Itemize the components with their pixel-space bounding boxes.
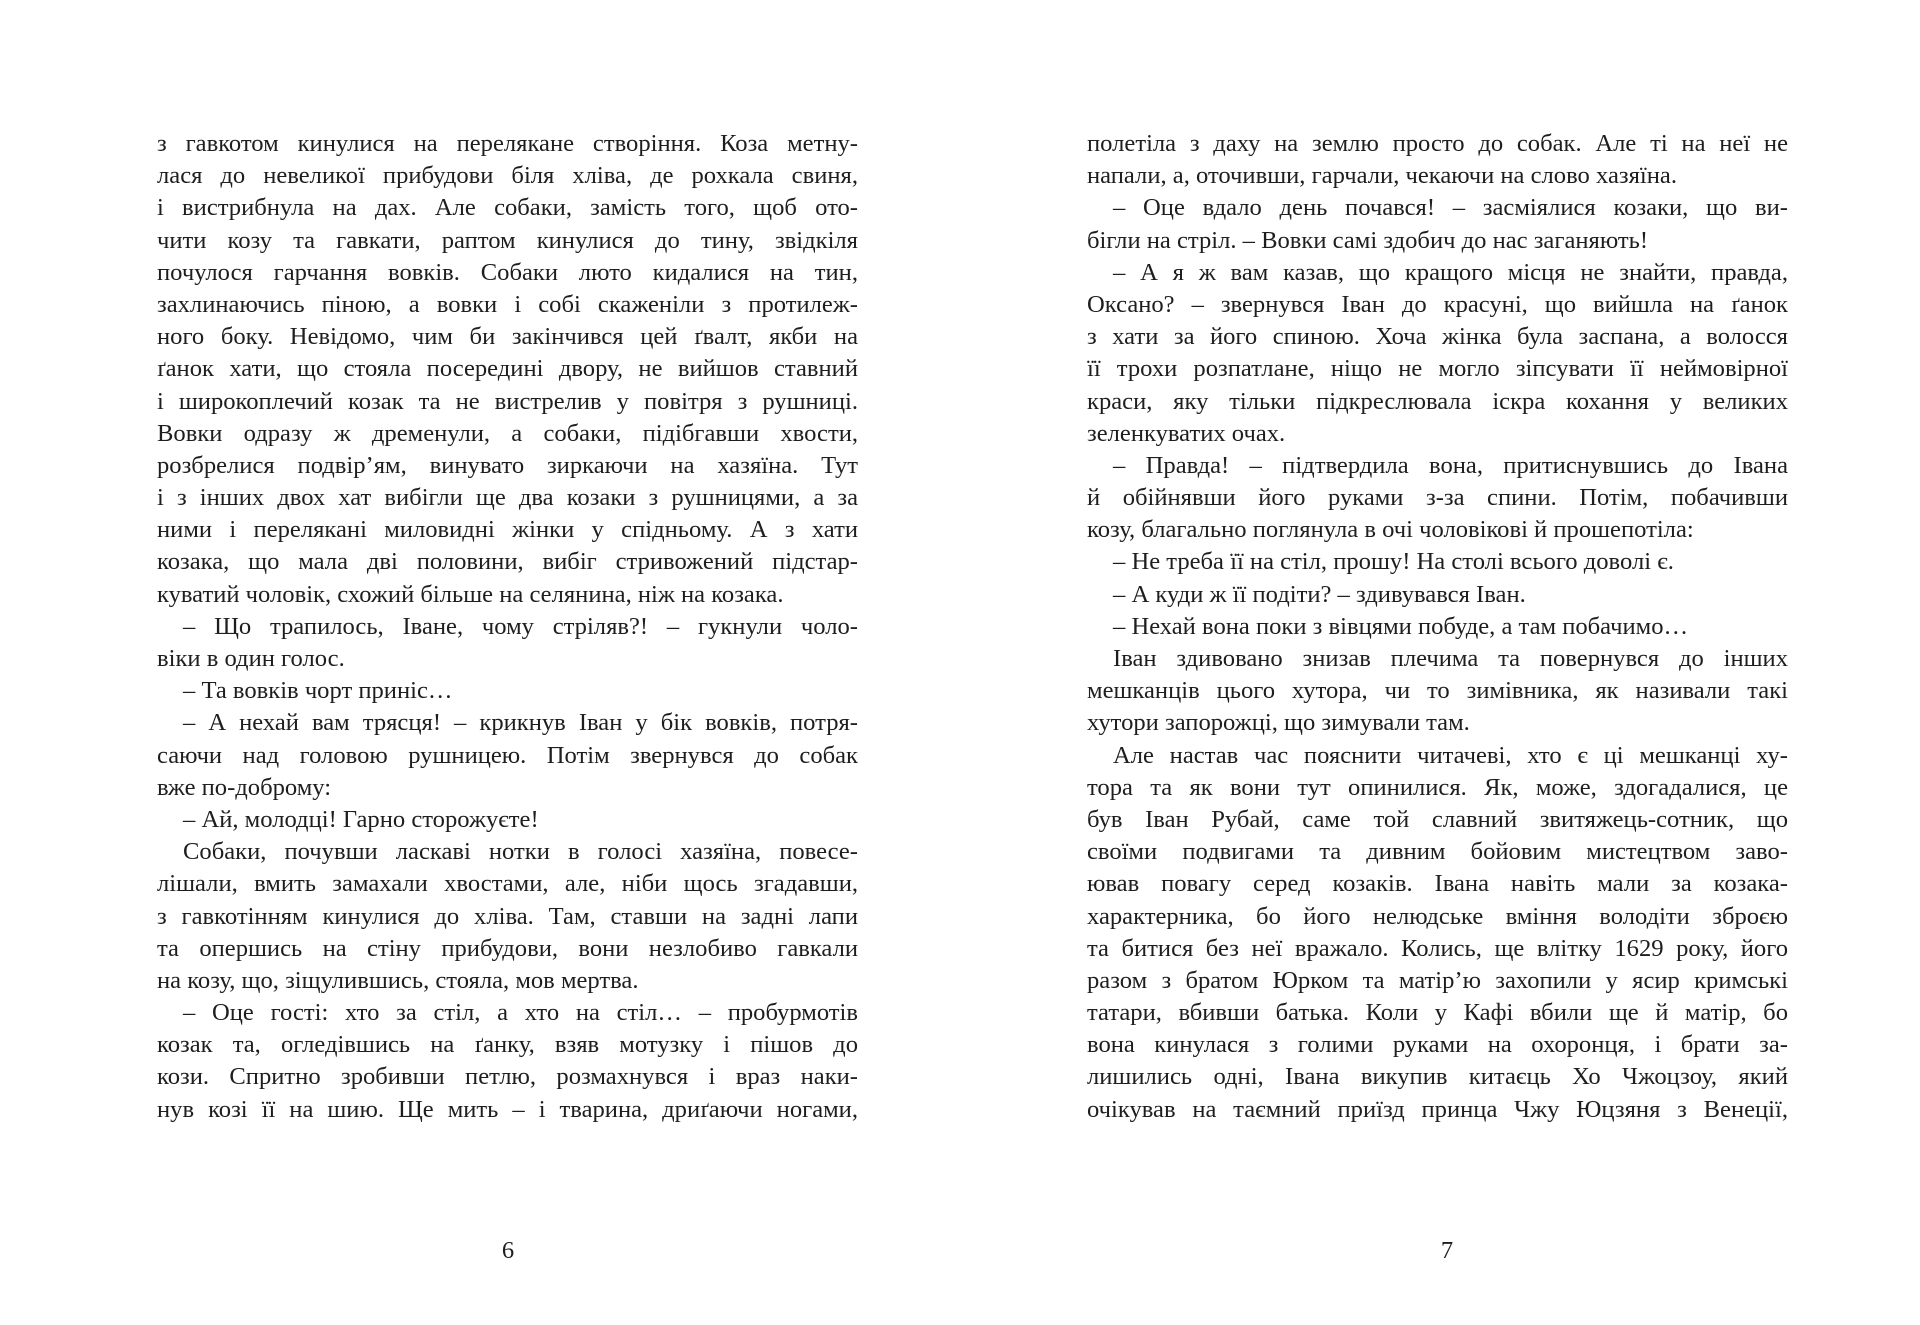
text-line: напали, а, оточивши, гарчали, чекаючи на слово хазяїна. [1087, 162, 1677, 190]
text-line: – Що трапилось, Іване, чому стріляв?! – гукнули чоло- [183, 612, 858, 640]
text-line: на козу, що, зіщулившись, стояла, мов мертва. [157, 966, 639, 994]
text-line: вона кинулася з голими руками на охоронця, і брати за- [1087, 1031, 1788, 1059]
text-line: – А я ж вам казав, що кращого місця не знайти, правда, [1113, 258, 1788, 286]
text-line: очікував на таємний приїзд принца Чжу Юцзяня з Венеції, [1087, 1095, 1788, 1123]
text-line: Оксано? – звернувся Іван до красуні, що вийшла на ґанок [1087, 290, 1788, 318]
text-line: і вистрибнула на дах. Але собаки, замість того, щоб ото- [157, 194, 858, 222]
text-line: – А куди ж її подіти? – здивувався Іван. [1113, 580, 1526, 608]
text-line: лішали, вмить замахали хвостами, але, ніби щось згадавши, [157, 870, 858, 898]
text-line: захлинаючись піною, а вовки і собі скаженіли з протилеж- [157, 290, 858, 318]
left-page-number: 6 [501, 1237, 515, 1264]
text-line: саючи над головою рушницею. Потім звернувся до собак [157, 741, 858, 769]
text-line: – Та вовків чорт приніс… [183, 677, 453, 705]
text-line: Вовки одразу ж дременули, а собаки, підібгавши хвости, [157, 419, 858, 447]
text-line: козу, благально поглянула в очі чоловікові й прошепотіла: [1087, 516, 1694, 544]
text-line: куватий чоловік, схожий більше на селянина, ніж на козака. [157, 580, 784, 608]
text-line: козак та, огледівшись на ґанку, взяв мотузку і пішов до [157, 1031, 858, 1059]
text-line: – А нехай вам трясця! – крикнув Іван у бік вовків, потря- [183, 709, 858, 737]
text-line: віки в один голос. [157, 645, 345, 672]
text-line: – Не треба її на стіл, прошу! На столі всього доволі є. [1113, 548, 1674, 576]
right-page-number: 7 [1440, 1237, 1454, 1264]
text-line: ював повагу серед козаків. Івана навіть мали за козака- [1087, 870, 1788, 898]
text-line: розбрелися подвір’ям, винувато зиркаючи на хазяїна. Тут [157, 451, 858, 479]
text-line: лишились одні, Івана викупив китаєць Хо Чжоцзоу, який [1087, 1063, 1788, 1091]
text-line: лася до невеликої прибудови біля хліва, де рохкала свиня, [157, 162, 858, 190]
text-line: й обійнявши його руками з-за спини. Потім, побачивши [1087, 484, 1788, 512]
text-line: нув козі її на шию. Ще мить – і тварина, дриґаючи ногами, [157, 1095, 858, 1123]
text-line: полетіла з даху на землю просто до собак. Але ті на неї не [1087, 130, 1788, 157]
text-line: почулося гарчання вовків. Собаки люто кидалися на тин, [157, 258, 858, 286]
text-line: – Правда! – підтвердила вона, притиснувшись до Івана [1113, 451, 1788, 479]
text-line: чити козу та гавкати, раптом кинулися до тину, звідкіля [157, 226, 858, 254]
left-page-text [157, 128, 858, 1126]
text-line: та битися без неї вражало. Колись, ще влітку 1629 року, його [1087, 934, 1788, 962]
text-line: мешканців цього хутора, чи то зимівника, як називали такі [1087, 677, 1788, 705]
text-line: і з інших двох хат вибігли ще два козаки з рушницями, а за [157, 484, 858, 512]
text-line: кози. Спритно зробивши петлю, розмахнувся і враз наки- [157, 1063, 858, 1091]
text-line: та опершись на стіну прибудови, вони незлобиво гавкали [157, 934, 858, 962]
text-line: татари, вбивши батька. Коли у Кафі вбили ще й матір, бо [1087, 999, 1788, 1027]
text-line: з гавкотом кинулися на перелякане створіння. Коза метну- [157, 130, 858, 157]
text-line: козака, що мала дві половини, вибіг стривожений підстар- [157, 548, 858, 576]
text-line: – Нехай вона поки з вівцями побуде, а там побачимо… [1113, 612, 1689, 640]
text-line: вже по-доброму: [157, 773, 332, 801]
text-line: її трохи розпатлане, ніщо не могло зіпсувати її неймовірної [1087, 355, 1788, 383]
text-line: з хати за його спиною. Хоча жінка була заспана, а волосся [1087, 323, 1788, 351]
text-line: – Оце вдало день почався! – засміялися козаки, що ви- [1113, 194, 1788, 222]
text-line: – Ай, молодці! Гарно сторожуєте! [183, 805, 539, 833]
text-line: Собаки, почувши ласкаві нотки в голосі хазяїна, повесе- [183, 838, 858, 866]
text-line: хутори запорожці, що зимували там. [1087, 709, 1470, 737]
text-line: Але настав час пояснити читачеві, хто є ці мешканці ху- [1113, 741, 1788, 769]
text-line: тора та як вони тут опинилися. Як, може, здогадалися, це [1087, 773, 1788, 801]
text-line: разом з братом Юрком та матір’ю захопили у ясир кримські [1087, 966, 1788, 994]
text-line: характерника, бо його нелюдське вміння володіти зброєю [1087, 902, 1788, 930]
text-line: зеленкуватих очах. [1087, 419, 1286, 447]
text-line: Іван здивовано знизав плечима та повернувся до інших [1113, 645, 1788, 672]
text-line: бігли на стріл. – Вовки самі здобич до нас заганяють! [1087, 226, 1649, 254]
text-line: і широкоплечий козак та не вистрелив у повітря з рушниці. [157, 387, 858, 415]
text-line: краси, яку тільки підкреслювала іскра кохання у великих [1087, 387, 1788, 415]
text-line: з гавкотінням кинулися до хліва. Там, ставши на задні лапи [157, 902, 858, 930]
text-line: – Оце гості: хто за стіл, а хто на стіл… – пробурмотів [183, 999, 858, 1027]
text-line: ними і перелякані миловидні жінки у спідньому. А з хати [157, 516, 858, 544]
text-line: своїми подвигами та дивним бойовим мистецтвом заво- [1087, 838, 1788, 866]
text-line: ґанок хати, що стояла посередині двору, не вийшов ставний [157, 355, 858, 383]
text-line: був Іван Рубай, саме той славний звитяжець-сотник, що [1087, 805, 1788, 833]
right-page-text [1087, 128, 1788, 1126]
text-line: ного боку. Невідомо, чим би закінчився цей ґвалт, якби на [157, 323, 858, 351]
